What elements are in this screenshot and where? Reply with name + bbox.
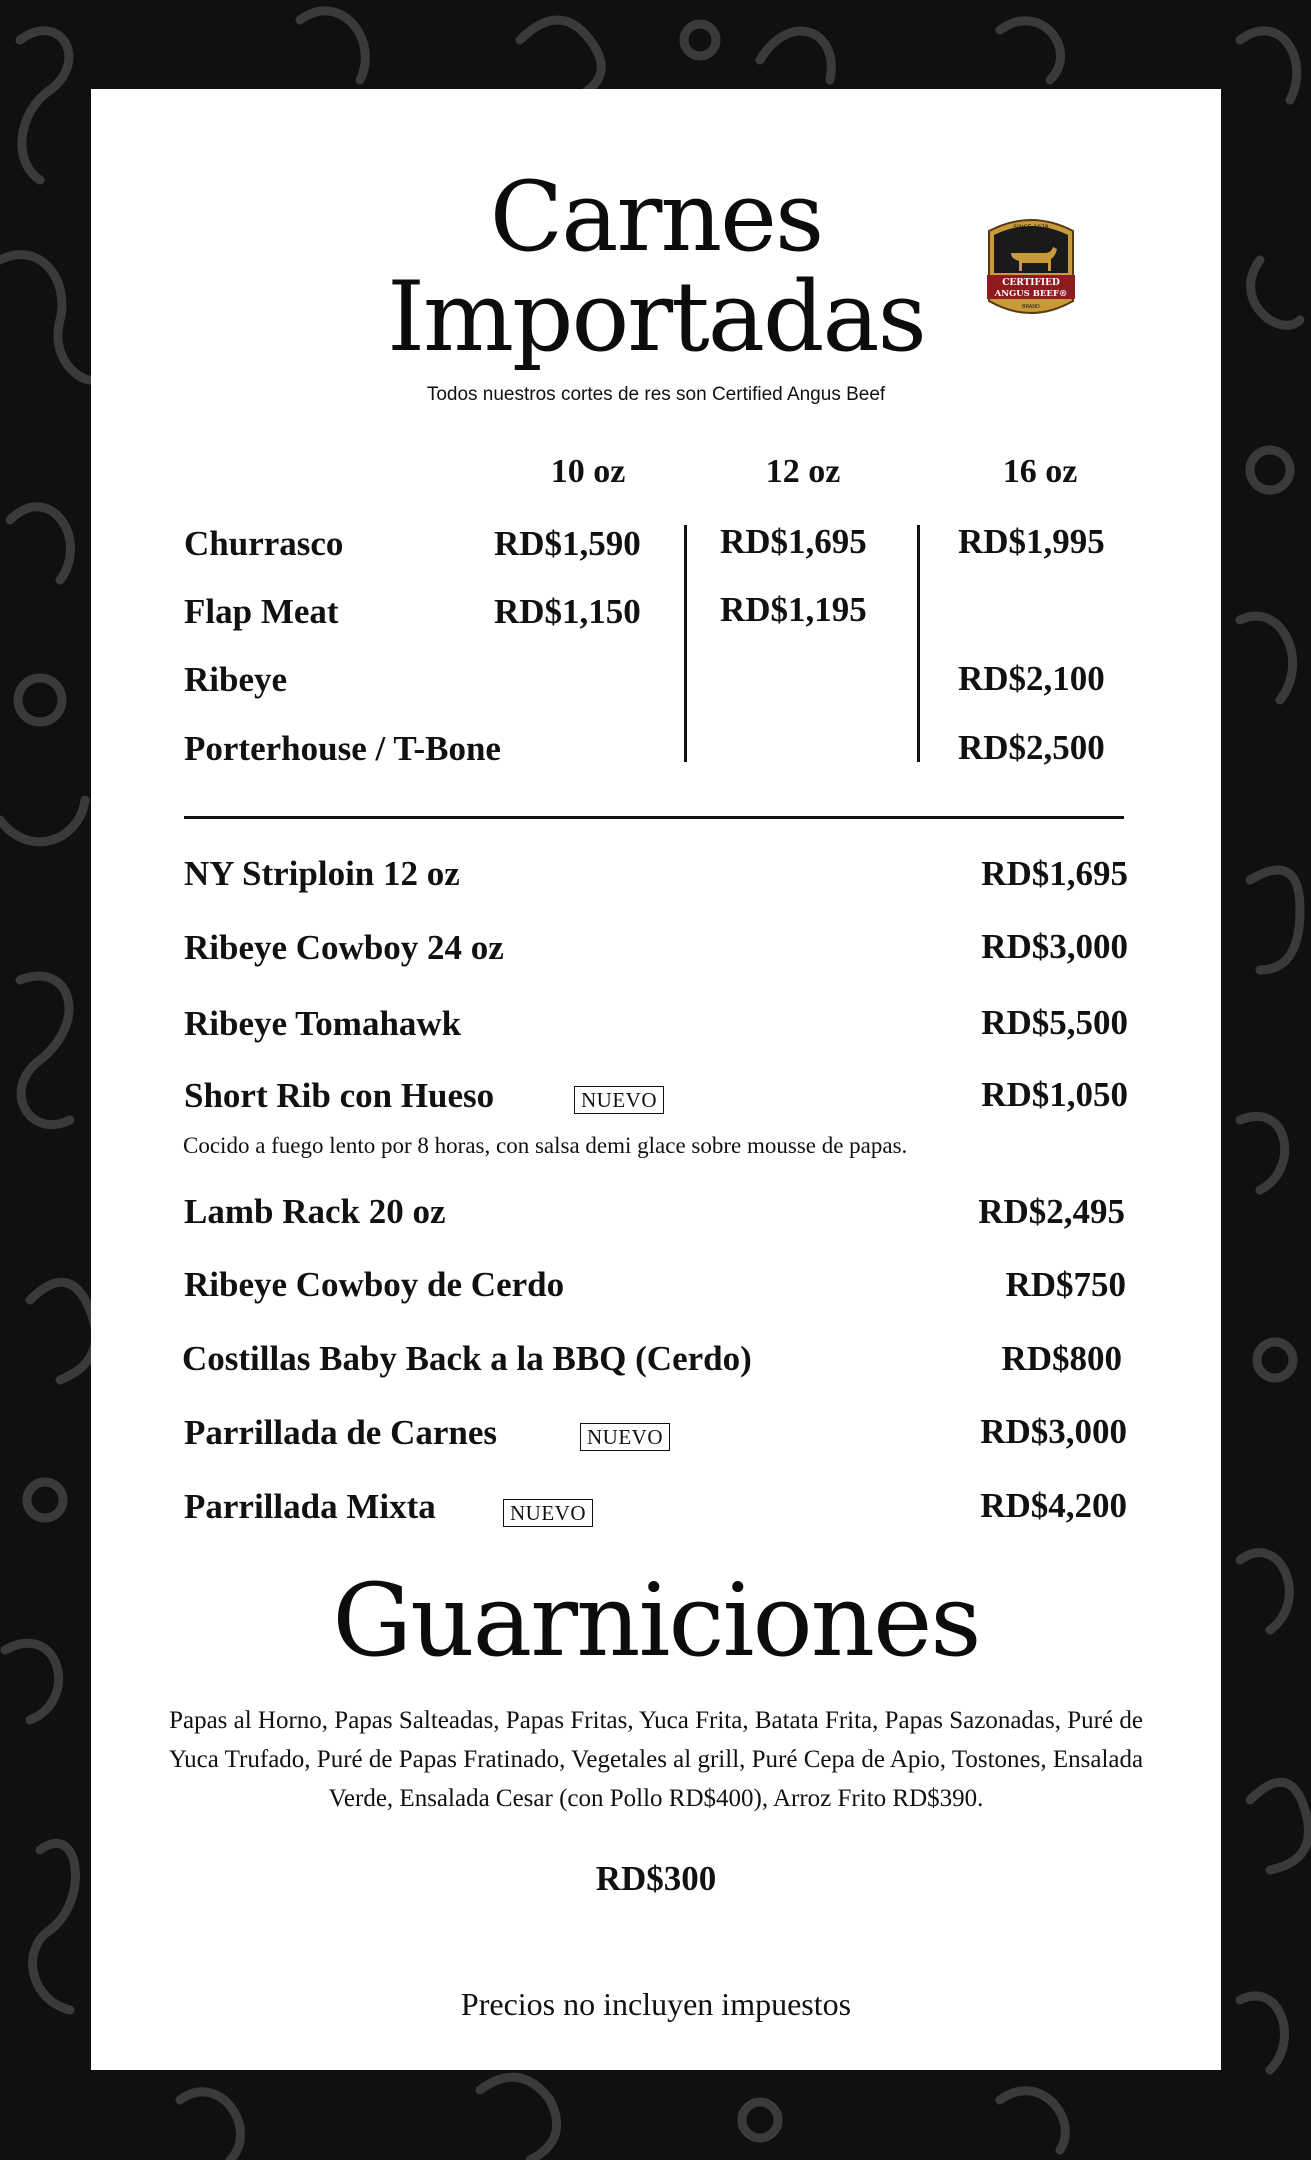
- column-header-10oz: 10 oz: [550, 453, 626, 490]
- menu-item-price: RD$3,000: [980, 1412, 1127, 1451]
- menu-item-name: Ribeye Tomahawk: [184, 1004, 462, 1043]
- menu-item-name: Lamb Rack 20 oz: [184, 1192, 446, 1231]
- menu-card: [91, 89, 1221, 2070]
- menu-item-description: Cocido a fuego lento por 8 horas, con salsa demi glace sobre mousse de papas.: [183, 1133, 908, 1158]
- menu-item-price: RD$800: [1001, 1339, 1122, 1378]
- menu-item-price: RD$1,050: [981, 1075, 1128, 1114]
- table-row-name: Ribeye: [184, 660, 288, 699]
- table-row-price: RD$1,695: [720, 522, 867, 561]
- logo-brand: BRAND: [1022, 304, 1040, 310]
- tax-notice: Precios no incluyen impuestos: [460, 1986, 852, 2022]
- menu-item-name: NY Striploin 12 oz: [184, 854, 460, 893]
- menu-item-name: Parrillada de Carnes: [184, 1413, 498, 1452]
- logo-line1: CERTIFIED: [1002, 278, 1060, 288]
- table-row-name: Churrasco: [184, 524, 344, 563]
- column-divider-2: [917, 525, 920, 762]
- menu-item-price: RD$2,495: [978, 1192, 1125, 1231]
- menu-item-price: RD$750: [1005, 1265, 1126, 1304]
- logo-since: SINCE 1978: [1013, 224, 1049, 231]
- page-title-line1: Carnes: [489, 161, 823, 273]
- menu-item-name: Parrillada Mixta: [184, 1487, 436, 1526]
- table-row-price: RD$1,995: [958, 522, 1105, 561]
- page-subtitle: Todos nuestros cortes de res son Certified Angus Beef: [426, 384, 886, 405]
- table-row-price: RD$2,500: [958, 728, 1105, 767]
- new-badge: NUEVO: [574, 1086, 664, 1114]
- menu-item-name: Ribeye Cowboy 24 oz: [184, 928, 504, 967]
- menu-item-price: RD$3,000: [981, 927, 1128, 966]
- table-row-price: RD$1,590: [494, 524, 641, 563]
- page-title-line2: Importadas: [387, 261, 925, 373]
- table-row-price: RD$2,100: [958, 659, 1105, 698]
- menu-item-price: RD$5,500: [981, 1003, 1128, 1042]
- table-row-price: RD$1,195: [720, 590, 867, 629]
- logo-line2: ANGUS BEEF®: [994, 289, 1068, 299]
- table-row-price: RD$1,150: [494, 592, 641, 631]
- menu-item-price: RD$4,200: [980, 1486, 1127, 1525]
- new-badge: NUEVO: [580, 1423, 670, 1451]
- sides-list: Papas al Horno, Papas Salteadas, Papas Fritas, Yuca Frita, Batata Frita, Papas Sazonadas, Puré de Yuca Trufado, Puré de Papas Fratinado, Vegetales al grill, Puré Cepa de Apio, Tostones, Ensalada Verde, Ensalada Cesar (con Pollo RD$400), Arroz Frito RD$390.: [168, 1707, 1144, 1812]
- table-row-name: Flap Meat: [184, 592, 339, 631]
- sides-price: RD$300: [595, 1859, 717, 1898]
- section-divider: [184, 816, 1124, 819]
- column-header-12oz: 12 oz: [765, 453, 841, 490]
- sides-title: Guarniciones: [332, 1562, 980, 1679]
- certified-angus-beef-logo: [981, 213, 1081, 325]
- menu-item-price: RD$1,695: [981, 854, 1128, 893]
- new-badge: NUEVO: [503, 1499, 593, 1527]
- menu-item-name: Ribeye Cowboy de Cerdo: [184, 1265, 565, 1304]
- table-row-name: Porterhouse / T-Bone: [184, 729, 501, 768]
- column-divider-1: [684, 525, 687, 762]
- menu-item-name: Costillas Baby Back a la BBQ (Cerdo): [182, 1339, 752, 1378]
- menu-item-name: Short Rib con Hueso: [184, 1076, 495, 1115]
- column-header-16oz: 16 oz: [1002, 453, 1078, 490]
